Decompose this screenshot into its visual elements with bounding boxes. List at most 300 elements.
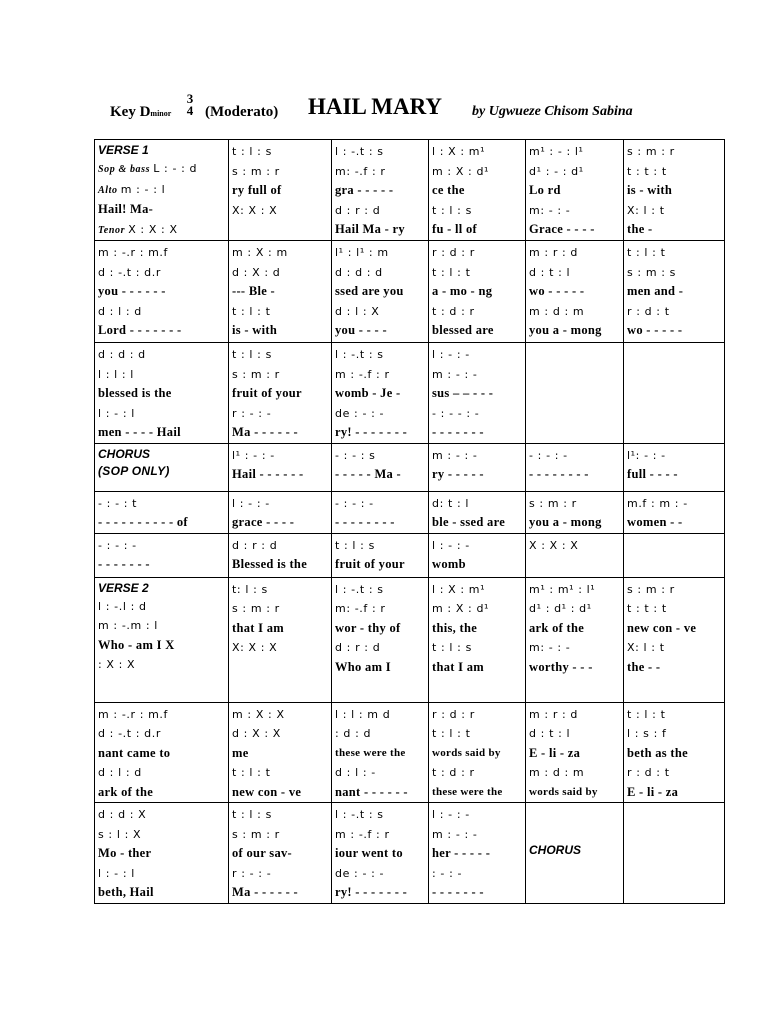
line-text: X : X : X (128, 222, 178, 236)
solfa-notes (232, 580, 328, 600)
solfa-score-table (94, 139, 725, 904)
solfa-notes (98, 597, 225, 617)
line-text: (SOP ONLY) (98, 463, 170, 478)
lyrics (98, 555, 225, 575)
solfa-notes (98, 724, 225, 744)
line-text: X: X : X (232, 203, 278, 217)
line-text: you - - - - - - (98, 284, 166, 298)
solfa-notes (335, 724, 425, 744)
line-text: de : - : - (335, 866, 385, 880)
measure-cell (332, 140, 429, 241)
line-text: d : -.t : d.r (98, 265, 161, 279)
lyrics (335, 619, 425, 639)
lyrics (627, 744, 721, 764)
line-text: r : d : r (432, 707, 475, 721)
line-text: --- Ble - (232, 284, 275, 298)
solfa-notes (232, 142, 328, 162)
lyrics (432, 321, 522, 341)
solfa-notes (232, 494, 328, 514)
solfa-notes (529, 302, 620, 322)
voice-part-label: Sop & bass (98, 164, 154, 175)
solfa-notes (627, 302, 721, 322)
solfa-notes (232, 365, 328, 385)
line-text: m: - : - (529, 203, 571, 217)
line-text: t : t : t (627, 164, 667, 178)
score-row (95, 491, 725, 533)
line-text: m : - : - (432, 827, 478, 841)
score-body (95, 140, 725, 904)
line-text: Who am I (335, 659, 391, 674)
lyrics (232, 555, 328, 575)
line-text: r : d : t (627, 304, 670, 318)
measure-cell (429, 140, 526, 241)
line-text: d : t : l (529, 265, 571, 279)
lyrics (232, 844, 328, 864)
measure-cell (95, 241, 229, 343)
score-row (95, 577, 725, 702)
line-text: d : r : d (232, 538, 278, 552)
composer: by Ugwueze Chisom Sabina (472, 104, 633, 119)
solfa-notes (98, 302, 225, 322)
lyrics (98, 883, 225, 903)
solfa-notes (232, 599, 328, 619)
lyrics (335, 744, 425, 764)
solfa-notes (432, 446, 522, 466)
line-text: s : m : s (627, 265, 676, 279)
solfa-notes (232, 638, 328, 658)
solfa-notes (432, 825, 522, 845)
lyrics (627, 513, 721, 533)
solfa-notes (232, 864, 328, 884)
line-text: m : r : d (529, 707, 579, 721)
line-text: s : m : r (529, 496, 577, 510)
line-text: - - - - - - - - (529, 467, 589, 481)
measure-cell (429, 702, 526, 803)
lyrics (98, 744, 225, 764)
solfa-notes (627, 263, 721, 283)
solfa-notes (335, 864, 425, 884)
solfa-notes (432, 162, 522, 182)
lyrics (432, 555, 522, 575)
line-text: - : - : - (529, 448, 568, 462)
lyrics (98, 783, 225, 803)
line-text: that I am (432, 659, 485, 674)
line-text: gra - - - - - (335, 183, 394, 197)
line-text: d¹ : d¹ : d¹ (529, 602, 592, 615)
measure-cell (526, 702, 624, 803)
line-text: de : - : - (335, 406, 385, 420)
measure-cell (429, 491, 526, 533)
solfa-notes (98, 536, 225, 556)
solfa-notes (232, 162, 328, 182)
solfa-notes (627, 599, 721, 619)
solfa-notes (232, 705, 328, 725)
line-text: nant - - - - - - (335, 784, 408, 799)
line-text: m : X : d¹ (432, 602, 490, 615)
line-text: X : X : X (529, 538, 579, 552)
line-text: t : l : t (432, 265, 471, 279)
solfa-notes (98, 763, 225, 783)
line-text: d : l : - (335, 766, 376, 779)
lyrics (529, 181, 620, 201)
solfa-notes (232, 825, 328, 845)
line-text: Hail! Ma- (98, 202, 154, 216)
line-text: wor - thy of (335, 620, 401, 635)
solfa-notes (529, 243, 620, 263)
line-text: l : - : l (98, 406, 135, 420)
lyrics (432, 465, 522, 485)
lyrics (335, 321, 425, 341)
measure-cell (526, 443, 624, 491)
time-bottom: 4 (186, 103, 194, 118)
line-text: womb - Je - (335, 386, 401, 400)
solfa-notes (232, 446, 328, 466)
lyrics (232, 783, 328, 803)
measure-cell (332, 702, 429, 803)
solfa-notes (432, 263, 522, 283)
line-text: E - li - za (627, 784, 679, 799)
solfa-notes (627, 638, 721, 658)
solfa-notes (432, 243, 522, 263)
line-text: Grace - - - - (529, 222, 595, 236)
solfa-notes (627, 494, 721, 514)
line-text: t : l : t (627, 246, 666, 259)
line-text: r : - : - (232, 406, 272, 420)
line-text: grace - - - - (232, 515, 295, 529)
solfa-notes (627, 763, 721, 783)
voice-part-label: Tenor (98, 224, 129, 236)
lyrics (627, 181, 721, 201)
line-text: l¹: - : - (627, 448, 666, 462)
line-text: : - : - (432, 866, 463, 880)
solfa-notes (432, 302, 522, 322)
line-text: l : -.t : s (335, 808, 384, 821)
solfa-notes (335, 263, 425, 283)
line-text: - : - - : - (432, 406, 480, 420)
line-text: Ma - - - - - - (232, 425, 298, 439)
measure-cell (95, 443, 229, 491)
line-text: this, the (432, 620, 478, 635)
line-text: of our sav- (232, 846, 293, 860)
line-text: t : l : s (335, 538, 375, 552)
line-text: iour went to (335, 846, 403, 860)
lyrics (98, 200, 225, 220)
line-text: words said by (432, 746, 501, 759)
line-text: men - - - - Hail (98, 425, 181, 439)
measure-cell (429, 803, 526, 904)
lyrics (232, 423, 328, 443)
solfa-notes (335, 825, 425, 845)
measure-cell (95, 491, 229, 533)
measure-cell (624, 491, 725, 533)
line-text: s : l : X (98, 827, 142, 841)
measure-cell (332, 443, 429, 491)
line-text: m: - : - (529, 641, 571, 654)
lyrics (432, 744, 522, 764)
line-text: t : t : t (627, 602, 667, 615)
line-text: l : s : f (627, 727, 667, 740)
lyrics (335, 555, 425, 575)
solfa-notes (98, 404, 225, 424)
measure-cell (229, 702, 332, 803)
solfa-notes (529, 494, 620, 514)
solfa-notes (232, 404, 328, 424)
score-row (95, 443, 725, 491)
line-text: t : d : r (432, 304, 475, 318)
solfa-notes (335, 805, 425, 825)
measure-cell (332, 343, 429, 444)
measure-cell (624, 577, 725, 702)
lyrics (335, 783, 425, 803)
measure-cell (429, 241, 526, 343)
line-text: blessed are (432, 323, 494, 337)
solfa-notes (432, 580, 522, 600)
line-text: - - - - - - - (432, 885, 484, 899)
lyrics (98, 423, 225, 443)
line-text: l : l : m d (335, 707, 391, 721)
solfa-notes (529, 446, 620, 466)
measure-cell (95, 343, 229, 444)
line-text: d : l : d (98, 304, 142, 318)
measure-cell (229, 241, 332, 343)
score-row (95, 533, 725, 577)
solfa-notes (232, 243, 328, 263)
measure-cell (526, 140, 624, 241)
line-text: : X : X (98, 658, 136, 671)
solfa-notes (98, 805, 225, 825)
line-text: ce the (432, 183, 465, 197)
solfa-notes (335, 201, 425, 221)
line-text: d : d : d (98, 348, 146, 361)
lyrics (627, 619, 721, 639)
solfa-notes (432, 201, 522, 221)
line-text: r : d : t (627, 766, 670, 779)
solfa-notes (98, 705, 225, 725)
line-text: Hail Ma - ry (335, 222, 405, 236)
measure-cell (95, 803, 229, 904)
line-text: d : l : X (335, 304, 380, 318)
key-signature (110, 104, 171, 121)
solfa-notes (529, 724, 620, 744)
line-text: - - - - - - - (98, 557, 150, 571)
line-text: l : -.t : s (335, 348, 384, 361)
lyrics (529, 465, 620, 485)
measure-cell (332, 577, 429, 702)
line-text: t : l : t (627, 707, 666, 721)
line-text: Ma - - - - - - (232, 885, 298, 899)
line-text: d : t : l (529, 727, 571, 740)
lyrics (98, 636, 225, 656)
score-row (95, 140, 725, 241)
measure-cell (624, 443, 725, 491)
line-text: t : l : s (432, 203, 472, 217)
line-text: s : m : r (232, 602, 280, 615)
line-text: me (232, 745, 249, 760)
solfa-notes (529, 536, 620, 556)
lyrics (529, 619, 620, 639)
lyrics (432, 783, 522, 803)
line-text: ark of the (98, 784, 154, 799)
lyrics (98, 384, 225, 404)
measure-cell (429, 343, 526, 444)
line-text: L : - : d (153, 162, 198, 175)
line-text: fu - ll of (432, 222, 478, 236)
line-text: ry - - - - - (432, 467, 484, 481)
line-text: m : -.r : m.f (98, 707, 168, 721)
lyrics (432, 423, 522, 443)
solfa-notes (335, 494, 425, 514)
lyrics (335, 423, 425, 443)
measure-cell (229, 533, 332, 577)
line-text: full - - - - (627, 467, 678, 481)
measure-cell (526, 491, 624, 533)
line-text: these were the (432, 785, 503, 798)
measure-cell (95, 533, 229, 577)
solfa-notes (232, 805, 328, 825)
measure-cell (624, 702, 725, 803)
solfa-notes (529, 162, 620, 182)
line-text: ble - ssed are (432, 515, 506, 529)
measure-cell (229, 491, 332, 533)
line-text: l¹ : - : - (232, 448, 275, 462)
line-text: l : X : m¹ (432, 582, 486, 596)
voice-part-label: Alto (98, 184, 121, 196)
line-text: E - li - za (529, 745, 581, 760)
line-text: m: -.f : r (335, 602, 386, 615)
line-text: l : l : l (98, 367, 134, 381)
lyrics (432, 282, 522, 302)
line-text: m : d : m (529, 304, 585, 318)
lyrics (432, 384, 522, 404)
line-text: new con - ve (627, 620, 697, 635)
line-text: l : - : - (432, 808, 470, 821)
solfa-notes (529, 638, 620, 658)
line-text: l : - : - (432, 348, 470, 361)
song-title: HAIL MARY (308, 94, 443, 119)
solfa-notes (432, 599, 522, 619)
line-text: ssed are you (335, 284, 404, 298)
line-text: m : X : X (232, 707, 285, 721)
measure-cell (429, 443, 526, 491)
solfa-notes (335, 302, 425, 322)
line-text: - - - - - Ma - (335, 467, 401, 481)
line-text: d : -.t : d.r (98, 727, 161, 740)
line-text: m : r : d (529, 246, 579, 259)
solfa-notes (98, 243, 225, 263)
measure-cell (429, 577, 526, 702)
line-text: m¹ : m¹ : l¹ (529, 582, 596, 596)
measure-cell (95, 140, 229, 241)
solfa-notes (98, 345, 225, 365)
line-text: t : l : s (432, 641, 472, 654)
section-label: VERSE 2 (98, 580, 149, 595)
solfa-notes (335, 404, 425, 424)
measure-cell (526, 533, 624, 577)
line-text: l : -.t : s (335, 145, 384, 158)
lyrics (432, 883, 522, 903)
measure-cell (95, 702, 229, 803)
lyrics (232, 181, 328, 201)
lyrics (98, 513, 225, 533)
solfa-notes (232, 536, 328, 556)
lyrics (627, 783, 721, 803)
score-row (95, 803, 725, 904)
line-text: blessed is the (98, 386, 172, 400)
solfa-notes (98, 655, 225, 675)
solfa-notes (627, 243, 721, 263)
line-text: m : -.m : l (98, 619, 158, 632)
solfa-notes (98, 864, 225, 884)
line-text: beth, Hail (98, 885, 154, 899)
solfa-notes (627, 580, 721, 600)
key-label: Key D (110, 104, 151, 120)
lyrics (98, 844, 225, 864)
line-text: m : - : l (120, 182, 166, 196)
measure-cell (95, 577, 229, 702)
lyrics (432, 513, 522, 533)
solfa-notes (529, 763, 620, 783)
lyrics (432, 658, 522, 678)
measure-cell (624, 343, 725, 444)
measure-cell (526, 577, 624, 702)
solfa-notes (627, 142, 721, 162)
solfa-notes (529, 580, 620, 600)
lyrics (627, 282, 721, 302)
line-text: d¹ : - : d¹ (529, 164, 584, 178)
solfa-notes (335, 763, 425, 783)
lyrics (335, 220, 425, 240)
line-text: t : l : s (232, 145, 272, 158)
section-label: CHORUS (98, 446, 151, 461)
lyrics (335, 282, 425, 302)
lyrics (335, 513, 425, 533)
solfa-notes (335, 536, 425, 556)
lyrics (335, 181, 425, 201)
lyrics (335, 883, 425, 903)
line-text: Hail - - - - - - (232, 467, 304, 481)
line-text: t : l : t (232, 766, 271, 779)
solfa-notes (335, 580, 425, 600)
measure-cell (229, 140, 332, 241)
line-text: words said by (529, 785, 598, 798)
measure-cell (332, 491, 429, 533)
line-text: wo - - - - - (627, 323, 683, 337)
section-label: VERSE 1 (98, 143, 149, 157)
line-text: t : d : r (432, 766, 475, 779)
solfa-notes (529, 142, 620, 162)
lyrics (529, 220, 620, 240)
line-text: X: l : t (627, 203, 665, 217)
lyrics (432, 844, 522, 864)
line-text: m : -.f : r (335, 367, 390, 381)
solfa-notes (432, 805, 522, 825)
line-text: the - - (627, 659, 661, 674)
song-header (110, 92, 730, 132)
solfa-notes (232, 302, 328, 322)
solfa-notes (98, 616, 225, 636)
lyrics (529, 513, 620, 533)
solfa-notes (432, 345, 522, 365)
line-text: - : - : s (335, 448, 376, 462)
line-text: Lord - - - - - - - (98, 323, 182, 337)
lyrics (432, 220, 522, 240)
solfa-notes (432, 638, 522, 658)
solfa-notes (432, 724, 522, 744)
solfa-notes (98, 825, 225, 845)
time-signature (181, 91, 199, 118)
line-text: - - - - - - - - - - of (98, 515, 188, 529)
line-text: m.f : m : - (627, 496, 688, 510)
